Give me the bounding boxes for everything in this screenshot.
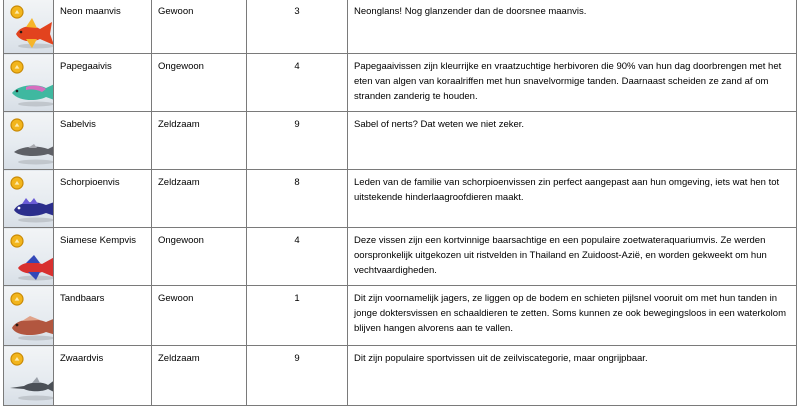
fish-value: 8 (247, 170, 348, 228)
grouper-icon (4, 304, 54, 344)
fish-description: Sabel of nerts? Dat weten we niet zeker. (348, 112, 797, 170)
fish-description: Deze vissen zijn een kortvinnige baarsachtige en een populaire zoetwateraquariumvis. Ze werden oorspronkelijk uitgekozen uit ristvelden in Thailand en Zuidoost-Azië, en worden gekweekt om hun vechtvaardigheden. (348, 228, 797, 286)
fish-name: Tandbaars (54, 286, 152, 346)
fish-value: 3 (247, 0, 348, 54)
fish-rarity: Gewoon (152, 286, 247, 346)
fish-rarity: Zeldzaam (152, 170, 247, 228)
siamese-fighting-fish-icon (4, 244, 54, 284)
scorpionfish-icon (4, 186, 54, 226)
fish-value: 1 (247, 286, 348, 346)
fish-name: Sabelvis (54, 112, 152, 170)
fish-rarity: Zeldzaam (152, 346, 247, 406)
fish-value: 9 (247, 112, 348, 170)
neon-angelfish-icon (4, 12, 54, 52)
fish-image-cell (4, 54, 54, 112)
fish-image-cell (4, 286, 54, 346)
fish-value: 4 (247, 54, 348, 112)
fish-image-cell (4, 0, 54, 54)
fish-name: Zwaardvis (54, 346, 152, 406)
fish-name: Neon maanvis (54, 0, 152, 54)
fish-name: Siamese Kempvis (54, 228, 152, 286)
table-row (4, 346, 797, 406)
fish-image-cell (4, 346, 54, 406)
fish-value: 4 (247, 228, 348, 286)
fish-rarity: Gewoon (152, 0, 247, 54)
swordfish-icon (4, 364, 54, 404)
fish-description: Dit zijn voornamelijk jagers, ze liggen op de bodem en schieten pijlsnel vooruit om met hun tanden in jonge doktersvissen en schaaldieren te zetten. Soms kunnen ze ook bewegingsloos in een waterkolom blijven hangen alvorens aan te vallen. (348, 286, 797, 346)
fish-description: Papegaaivissen zijn kleurrijke en vraatzuchtige herbivoren die 90% van hun dag doorbrengen met het eten van algen van koraalriffen met hun snavelvormige tanden. Daarnaast scheiden ze zand af om stranden zanderig te houden. (348, 54, 797, 112)
fish-image-cell (4, 112, 54, 170)
fish-rarity: Zeldzaam (152, 112, 247, 170)
table-row (4, 54, 797, 112)
fish-description: Dit zijn populaire sportvissen uit de zeilviscategorie, maar ongrijpbaar. (348, 346, 797, 406)
fish-table-body (4, 0, 797, 406)
table-row (4, 0, 797, 54)
table-row (4, 112, 797, 170)
fish-table (3, 0, 797, 406)
table-row (4, 228, 797, 286)
table-row (4, 170, 797, 228)
fish-value: 9 (247, 346, 348, 406)
fish-description: Leden van de familie van schorpioenvissen zin perfect aangepast aan hun omgeving, iets wat hen tot uitstekende hinderlaagroofdieren maakt. (348, 170, 797, 228)
fish-rarity: Ongewoon (152, 54, 247, 112)
fish-name: Papegaaivis (54, 54, 152, 112)
table-row (4, 286, 797, 346)
fish-description: Neonglans! Nog glanzender dan de doorsnee maanvis. (348, 0, 797, 54)
fish-name: Schorpioenvis (54, 170, 152, 228)
fish-image-cell (4, 228, 54, 286)
fish-image-cell (4, 170, 54, 228)
sablefish-icon (4, 128, 54, 168)
parrotfish-icon (4, 70, 54, 110)
fish-rarity: Ongewoon (152, 228, 247, 286)
